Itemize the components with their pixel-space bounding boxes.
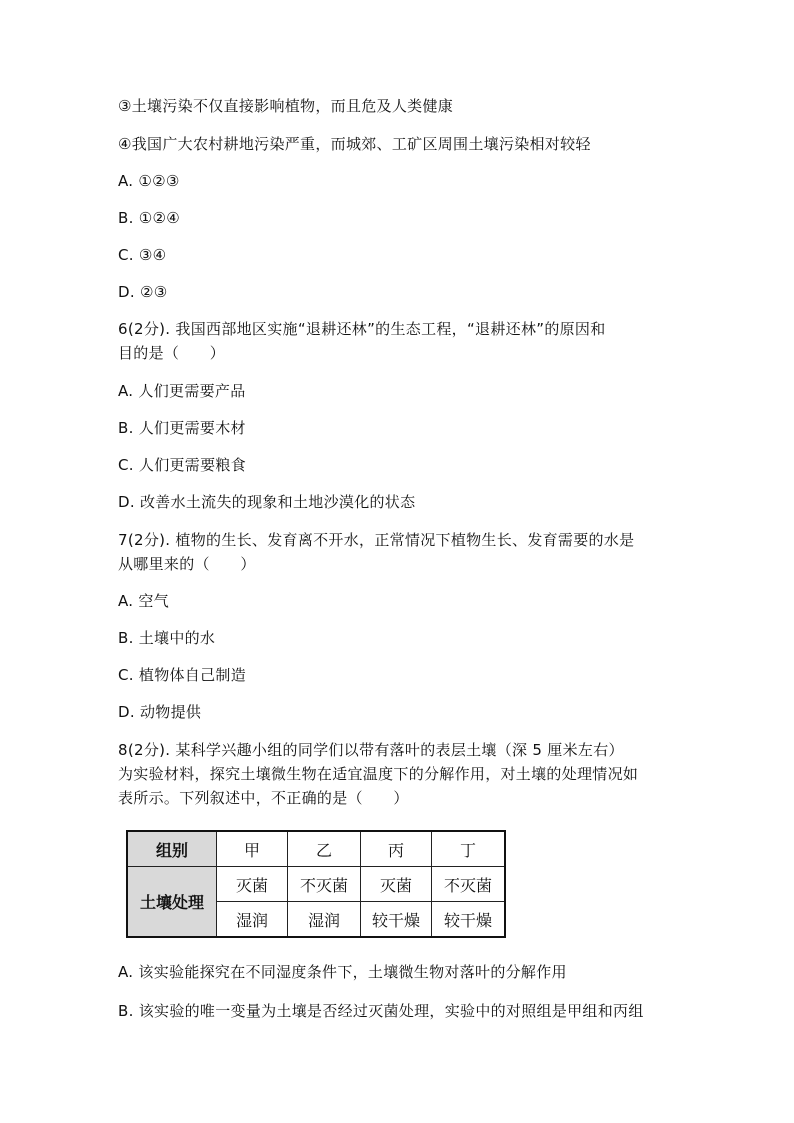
q8-option-b[interactable]: B. 该实验的唯一变量为土壤是否经过灭菌处理，实验中的对照组是甲组和丙组 [118, 1002, 644, 1020]
sterilization-cell: 灭菌 [361, 867, 432, 902]
q5-option-b[interactable]: B. ①②④ [118, 209, 180, 227]
q6-option-d[interactable]: D. 改善水土流失的现象和土地沙漠化的状态 [118, 493, 416, 511]
q5-option-c[interactable]: C. ③④ [118, 246, 167, 264]
q7-option-b[interactable]: B. 土壤中的水 [118, 629, 216, 647]
group-cell: 甲 [217, 831, 288, 867]
q8-stem-line1: 8(2分). 某科学兴趣小组的同学们以带有落叶的表层土壤（深 5 厘米左右） [118, 741, 624, 759]
moisture-cell: 湿润 [288, 902, 361, 938]
statement-3: ③土壤污染不仅直接影响植物，而且危及人类健康 [118, 97, 454, 115]
q5-option-d[interactable]: D. ②③ [118, 283, 168, 301]
q7-stem-line1: 7(2分). 植物的生长、发育离不开水，正常情况下植物生长、发育需要的水是 [118, 531, 635, 549]
q8-stem-line2: 为实验材料，探究土壤微生物在适宜温度下的分解作用，对土壤的处理情况如 [118, 765, 639, 783]
table-row [127, 831, 505, 867]
q7-stem-line2: 从哪里来的（ ） [118, 555, 256, 573]
q8-stem-line3: 表所示。下列叙述中，不正确的是（ ） [118, 789, 409, 807]
q6-stem-line2: 目的是（ ） [118, 344, 226, 362]
q7-option-a[interactable]: A. 空气 [118, 592, 170, 610]
q6-stem-line1: 6(2分). 我国西部地区实施“退耕还林”的生态工程，“退耕还林”的原因和 [118, 320, 606, 338]
q7-option-c[interactable]: C. 植物体自己制造 [118, 666, 247, 684]
table-row [127, 867, 505, 902]
treatment-header-cell: 土壤处理 [127, 867, 217, 938]
q6-option-a[interactable]: A. 人们更需要产品 [118, 382, 246, 400]
sterilization-cell: 灭菌 [217, 867, 288, 902]
sterilization-cell: 不灭菌 [432, 867, 506, 902]
group-cell: 乙 [288, 831, 361, 867]
group-cell: 丁 [432, 831, 506, 867]
moisture-cell: 较干燥 [361, 902, 432, 938]
sterilization-cell: 不灭菌 [288, 867, 361, 902]
group-header-cell: 组别 [127, 831, 217, 867]
q5-option-a[interactable]: A. ①②③ [118, 172, 180, 190]
group-cell: 丙 [361, 831, 432, 867]
moisture-cell: 较干燥 [432, 902, 506, 938]
moisture-cell: 湿润 [217, 902, 288, 938]
q7-option-d[interactable]: D. 动物提供 [118, 703, 202, 721]
statement-4: ④我国广大农村耕地污染严重，而城郊、工矿区周围土壤污染相对较轻 [118, 135, 591, 153]
q6-option-c[interactable]: C. 人们更需要粮食 [118, 456, 247, 474]
q6-option-b[interactable]: B. 人们更需要木材 [118, 419, 246, 437]
soil-treatment-table [126, 830, 506, 938]
q8-option-a[interactable]: A. 该实验能探究在不同湿度条件下，土壤微生物对落叶的分解作用 [118, 963, 567, 981]
